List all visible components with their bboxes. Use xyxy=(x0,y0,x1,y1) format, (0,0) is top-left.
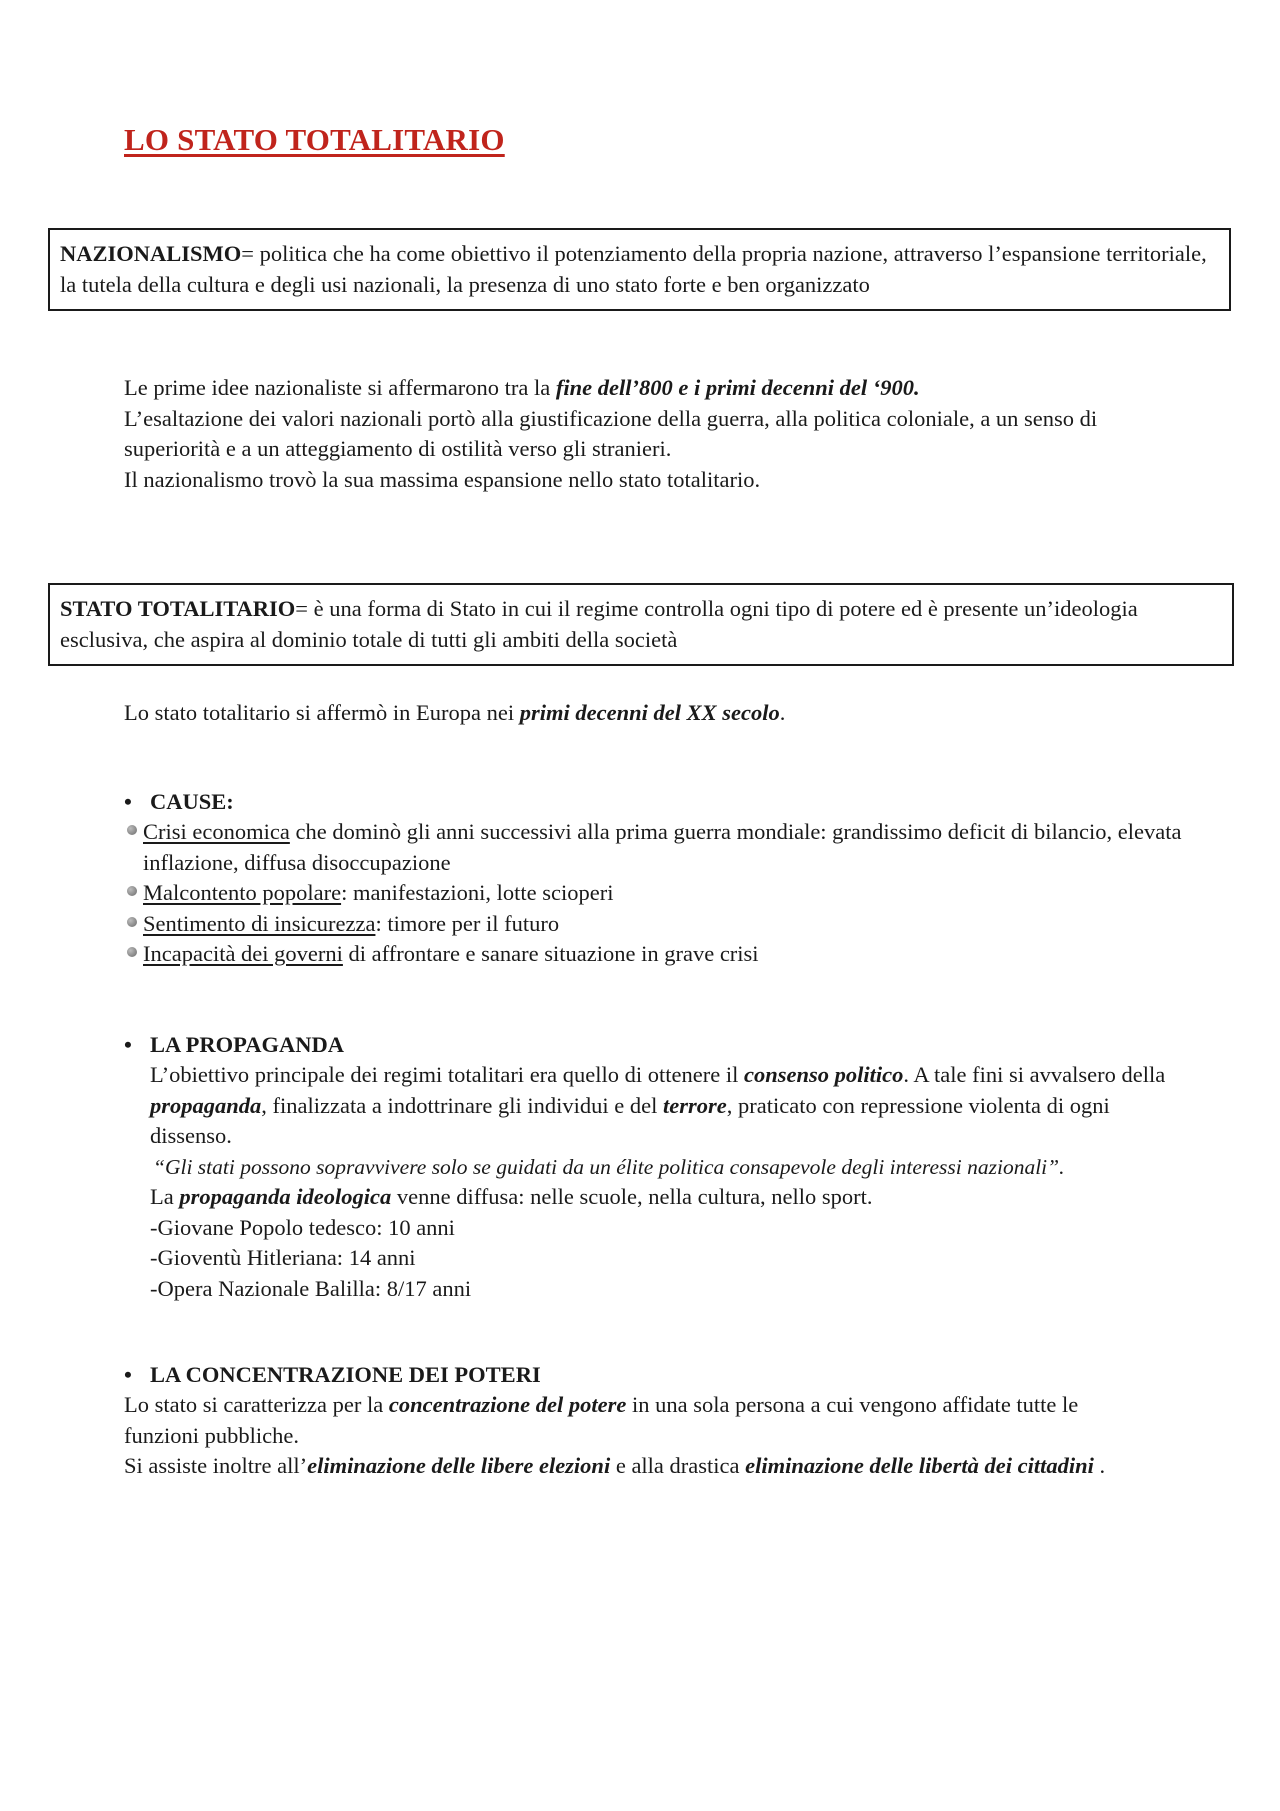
propaganda-body xyxy=(150,1060,1170,1304)
bullet-icon xyxy=(127,917,137,927)
stato-paragraph: Lo stato totalitario si affermò in Europa nei primi decenni del XX secolo. xyxy=(124,700,786,725)
list-item: Incapacità dei governi di affrontare e sanare situazione in grave crisi xyxy=(124,939,1204,970)
definition-box-nazionalismo xyxy=(48,228,1231,311)
list-item: Malcontento popolare: manifestazioni, lotte scioperi xyxy=(124,878,1204,909)
section-heading-cause: • CAUSE: xyxy=(124,787,234,818)
propaganda-quote: “Gli stati possono sopravvivere solo se guidati da un élite politica consapevole degli interessi nazionali”. xyxy=(153,1154,1065,1179)
list-item: -Opera Nazionale Balilla: 8/17 anni xyxy=(150,1275,472,1301)
bullet-icon xyxy=(127,886,137,896)
nazionalismo-line-1: Le prime idee nazionaliste si affermarono tra la fine dell’800 e i primi decenni del ‘900. xyxy=(124,375,920,400)
concentrazione-paragraph-1: Lo stato si caratterizza per la concentrazione del potere in una sola persona a cui vengono affidate tutte le funzioni pubbliche. xyxy=(124,1392,1079,1448)
term-stato-totalitario: STATO TOTALITARIO xyxy=(60,596,296,621)
bullet-icon: • xyxy=(124,1362,132,1387)
bullet-icon: • xyxy=(124,1032,132,1057)
emphasis-period: fine dell’800 e i primi decenni del ‘900. xyxy=(555,375,920,400)
bullet-icon xyxy=(127,825,137,835)
list-item: Sentimento di insicurezza: timore per il futuro xyxy=(124,909,1204,940)
section-heading-propaganda: • LA PROPAGANDA xyxy=(124,1030,344,1061)
nazionalismo-line-3: Il nazionalismo trovò la sua massima espansione nello stato totalitario. xyxy=(124,466,761,492)
page-title: LO STATO TOTALITARIO xyxy=(124,122,505,157)
causes-list xyxy=(124,817,1204,970)
bullet-icon: • xyxy=(124,789,132,814)
list-item: Crisi economica che dominò gli anni successivi alla prima guerra mondiale: grandissimo deficit di bilancio, elevata inflazione, diffusa disoccupazione xyxy=(124,817,1204,878)
bullet-icon xyxy=(127,947,137,957)
section-heading-concentrazione: • LA CONCENTRAZIONE DEI POTERI xyxy=(124,1360,541,1391)
definition-box-stato-totalitario xyxy=(48,583,1234,666)
definition-stato-totalitario: = è una forma di Stato in cui il regime controlla ogni tipo di potere ed è presente un’ideologia esclusiva, che aspira al dominio totale di tutti gli ambiti della società xyxy=(60,596,1138,652)
propaganda-paragraph: L’obiettivo principale dei regimi totalitari era quello di ottenere il consenso politico. A tale fini si avvalsero della propaganda, finalizzata a indottrinare gli individui e del terrore, praticato con repressione violenta di ogni dissenso. xyxy=(150,1062,1166,1148)
list-item: -Giovane Popolo tedesco: 10 anni xyxy=(150,1214,455,1240)
definition-nazionalismo: = politica che ha come obiettivo il potenziamento della propria nazione, attraverso l’espansione territoriale, la tutela della cultura e degli usi nazionali, la presenza di uno stato forte e ben organizzato xyxy=(60,241,1207,297)
emphasis-century: primi decenni del XX secolo xyxy=(519,700,780,725)
term-nazionalismo: NAZIONALISMO xyxy=(60,241,242,266)
nazionalismo-line-2: L’esaltazione dei valori nazionali portò alla giustificazione della guerra, alla politica coloniale, a un senso di superiorità e a un atteggiamento di ostilità verso gli stranieri. xyxy=(124,405,1098,461)
nazionalismo-paragraph xyxy=(124,373,1194,495)
concentrazione-body xyxy=(124,1390,1124,1482)
list-item: -Gioventù Hitleriana: 14 anni xyxy=(150,1245,416,1270)
concentrazione-paragraph-2: Si assiste inoltre all’eliminazione delle libere elezioni e alla drastica eliminazione delle libertà dei cittadini . xyxy=(124,1453,1106,1478)
propaganda-ideologica-line: La propaganda ideologica venne diffusa: nelle scuole, nella cultura, nello sport. xyxy=(150,1184,873,1209)
